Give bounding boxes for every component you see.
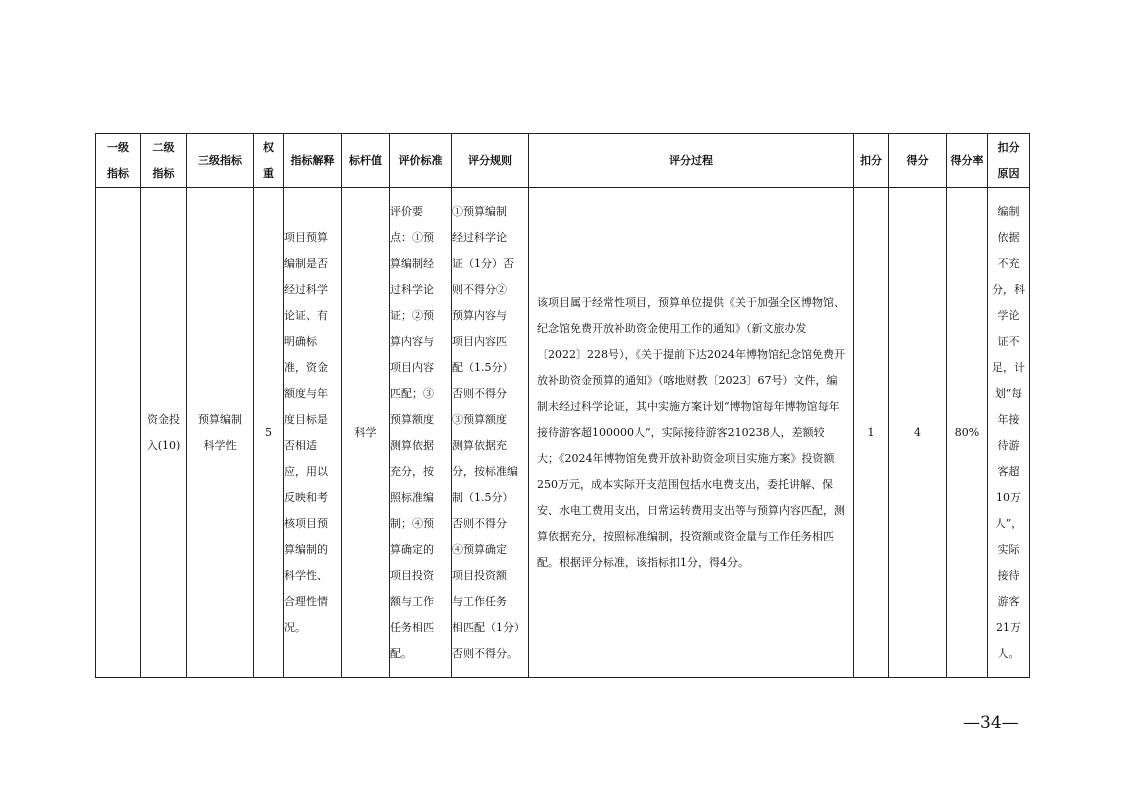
cell-level1-indicator [96,188,141,678]
cell-level3-indicator: 预算编制 科学性 [187,188,254,678]
header-indicator-explanation: 指标解释 [284,134,342,188]
performance-evaluation-table [95,133,1030,678]
header-deduction-reason: 扣分 原因 [988,134,1030,188]
table-header-row [96,134,1030,188]
header-scoring-rule: 评分规则 [452,134,529,188]
cell-deduction-reason: 编制 依据 不充 分，科 学论 证不 足，计 划“每 年接 待游 客超 10万 人”， 实际 接待 游客 21万 人。 [988,188,1030,678]
header-score-rate: 得分率 [947,134,988,188]
header-weight: 权 重 [254,134,284,188]
header-score: 得分 [889,134,947,188]
cell-score: 4 [889,188,947,678]
cell-evaluation-standard: 评价要 点：①预 算编制经 过科学论 证；②预 算内容与 项目内容 匹配；③ 预算额度 测算依据 充分，按 照标准编 制；④预 算确定的 项目投资 额与工作 任务相匹 配。 [390,188,452,678]
header-deduction: 扣分 [854,134,889,188]
table-row [96,188,1030,678]
cell-benchmark: 科学 [342,188,390,678]
cell-score-rate: 80% [947,188,988,678]
page-number: —34— [963,713,1019,733]
header-evaluation-standard: 评价标准 [390,134,452,188]
cell-scoring-rule: ①预算编制 经过科学论 证（1分）否 则不得分② 预算内容与 项目内容匹 配（1.5分） 否则不得分 ③预算额度 测算依据充 分，按标准编 制（1.5分） 否则不得分 ④预算确定 项目投资额 与工作任务 相匹配（1分） 否则不得分。 [452,188,529,678]
cell-level2-indicator: 资金投 入(10) [141,188,187,678]
header-level3-indicator: 三级指标 [187,134,254,188]
header-benchmark: 标杆值 [342,134,390,188]
cell-deduction: 1 [854,188,889,678]
cell-indicator-explanation: 项目预算 编制是否 经过科学 论证、有 明确标 准，资金 额度与年 度目标是 否相适 应，用以 反映和考 核项目预 算编制的 科学性、 合理性情 况。 [284,188,342,678]
cell-scoring-process: 该项目属于经常性项目，预算单位提供《关于加强全区博物馆、纪念馆免费开放补助资金使用工作的通知》（新文旅办发〔2022〕228号），《关于提前下达2024年博物馆纪念馆免费开放补助资金预算的通知》（喀地财教〔2023〕67号）文件，编制未经过科学论证，其中实施方案计划“博物馆每年博物馆每年接待游客超100000人”，实际接待游客210238人，差额较大；《2024年博物馆免费开放补助资金项目实施方案》投资额250万元，成本实际开支范围包括水电费支出，委托讲解、保安、水电工费用支出，日常运转费用支出等与预算内容匹配，测算依据充分，按照标准编制，投资额或资金量与工作任务相匹配。根据评分标准，该指标扣1分，得4分。 [529,188,854,678]
header-level2-indicator: 二级 指标 [141,134,187,188]
header-level1-indicator: 一级 指标 [96,134,141,188]
header-scoring-process: 评分过程 [529,134,854,188]
cell-weight: 5 [254,188,284,678]
